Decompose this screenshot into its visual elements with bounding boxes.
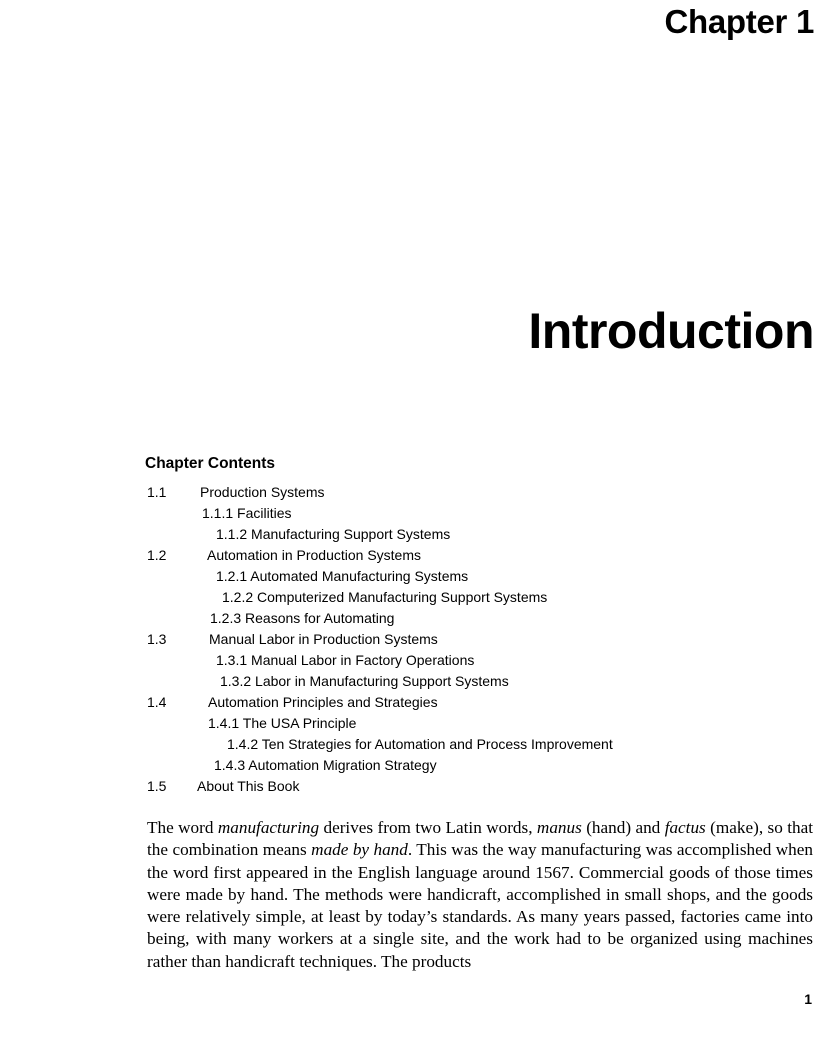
toc-section-number: 1.3 (147, 631, 167, 647)
contents-heading: Chapter Contents (145, 455, 276, 472)
body-text-run: (hand) and (581, 818, 665, 837)
toc-subsection-title: 1.3.2 Labor in Manufacturing Support Systems (220, 673, 509, 689)
body-text-italic: manus (536, 818, 582, 837)
body-text-italic: made by hand (311, 840, 408, 860)
toc-section-number: 1.1 (147, 484, 167, 500)
toc-subsection-title: 1.4.2 Ten Strategies for Automation and Process Improvement (227, 736, 613, 752)
toc-section-title: Automation in Production Systems (207, 547, 421, 563)
body-text-italic: factus (664, 818, 706, 837)
toc-subsection-title: 1.3.1 Manual Labor in Factory Operations (216, 652, 475, 668)
toc-section-title: About This Book (197, 778, 300, 794)
chapter-title: Introduction (528, 303, 814, 359)
toc-subsection-title: 1.2.2 Computerized Manufacturing Support Systems (222, 589, 548, 605)
toc-subsection-title: 1.1.1 Facilities (202, 505, 292, 521)
toc-section-title: Automation Principles and Strategies (208, 694, 438, 710)
chapter-label: Chapter 1 (664, 3, 814, 40)
toc-section-title: Production Systems (200, 484, 325, 500)
toc-section-number: 1.5 (147, 778, 167, 794)
toc-subsection-title: 1.4.1 The USA Principle (208, 715, 357, 731)
toc-section-number: 1.4 (147, 694, 167, 710)
toc-subsection-title: 1.2.1 Automated Manufacturing Systems (216, 568, 469, 584)
body-text-run: The word (147, 818, 218, 837)
toc-subsection-title: 1.2.3 Reasons for Automating (210, 610, 395, 626)
body-text-run: (make), so that the combination means (147, 818, 813, 860)
body-text-run: derives from two Latin words, (319, 818, 537, 837)
toc-subsection-title: 1.1.2 Manufacturing Support Systems (216, 526, 451, 542)
body-text-run: . This was the way manufacturing was accomplished when the word first appeared in the English language around 1567. Commercial goods of those times were made by hand. The methods were handicraft, accomplished in small shops, and the goods were relatively simple, at least by today’s standards. As many years passed, factories came into being, with many workers at a single site, and the work had to be organized using machines rather than handicraft techniques. The products (147, 840, 813, 971)
toc-section-title: Manual Labor in Production Systems (209, 631, 438, 647)
body-text-italic: manufacturing (217, 818, 320, 837)
toc-subsection-title: 1.4.3 Automation Migration Strategy (214, 757, 437, 773)
toc-section-number: 1.2 (147, 547, 167, 563)
body-paragraph (147, 817, 813, 973)
page-number: 1 (804, 991, 812, 1007)
